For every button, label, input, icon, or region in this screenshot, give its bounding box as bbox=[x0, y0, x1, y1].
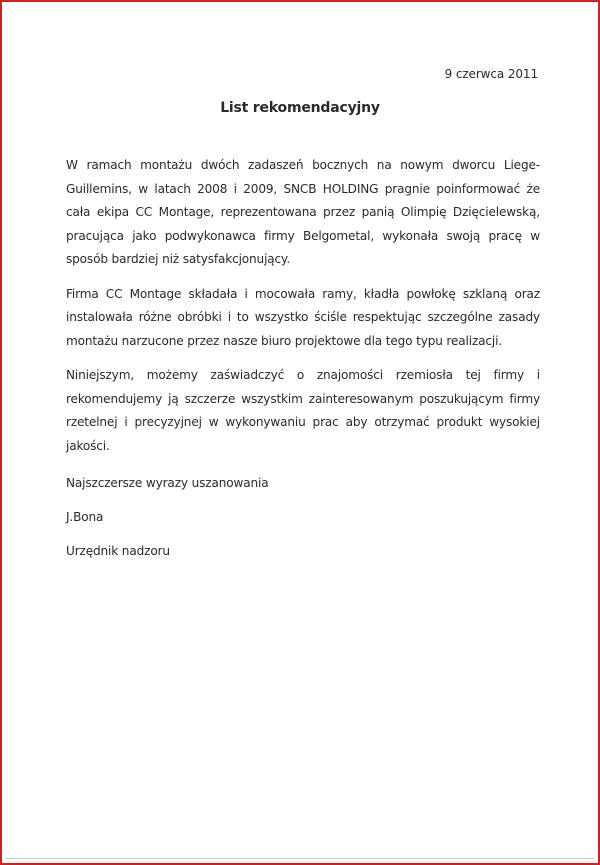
closing-salutation: Najszczersze wyrazy uszanowania bbox=[66, 476, 269, 490]
paragraph-1: W ramach montażu dwóch zadaszeń bocznych na nowym dworcu Liege-Guillemins, w latach 2008 i 2009, SNCB HOLDING pragnie poinformować że cała ekipa CC Montage, reprezentowana przez panią Olimpię Dzięcielewską, pracująca jako podwykonawca firmy Belgometal, wykonała swoją pracę w sposób bardziej niż satysfakcjonujący. bbox=[66, 158, 540, 266]
paragraph-3: Niniejszym, możemy zaświadczyć o znajomości rzemiosła tej firmy i rekomendujemy ją szczerze wszystkim zainteresowanym poszukującym firmy rzetelnej i precyzyjnej w wykonywaniu prac aby otrzymać produkt wysokiej jakości. bbox=[66, 368, 540, 453]
letter-body bbox=[66, 154, 540, 469]
paragraph-2: Firma CC Montage składała i mocowała ramy, kładła powłokę szklaną oraz instalowała różne obróbki i to wszystko ściśle respektując szczególne zasady montażu narzucone przez nasze biuro projektowe dla tego typu realizacji. bbox=[66, 286, 540, 348]
letter-date: 9 czerwca 2011 bbox=[444, 67, 538, 81]
signatory-position: Urzędnik nadzoru bbox=[66, 544, 170, 558]
signatory-name: J.Bona bbox=[66, 510, 104, 524]
letter-closing-block bbox=[66, 474, 268, 576]
letter-title: List rekomendacyjny bbox=[220, 100, 380, 116]
